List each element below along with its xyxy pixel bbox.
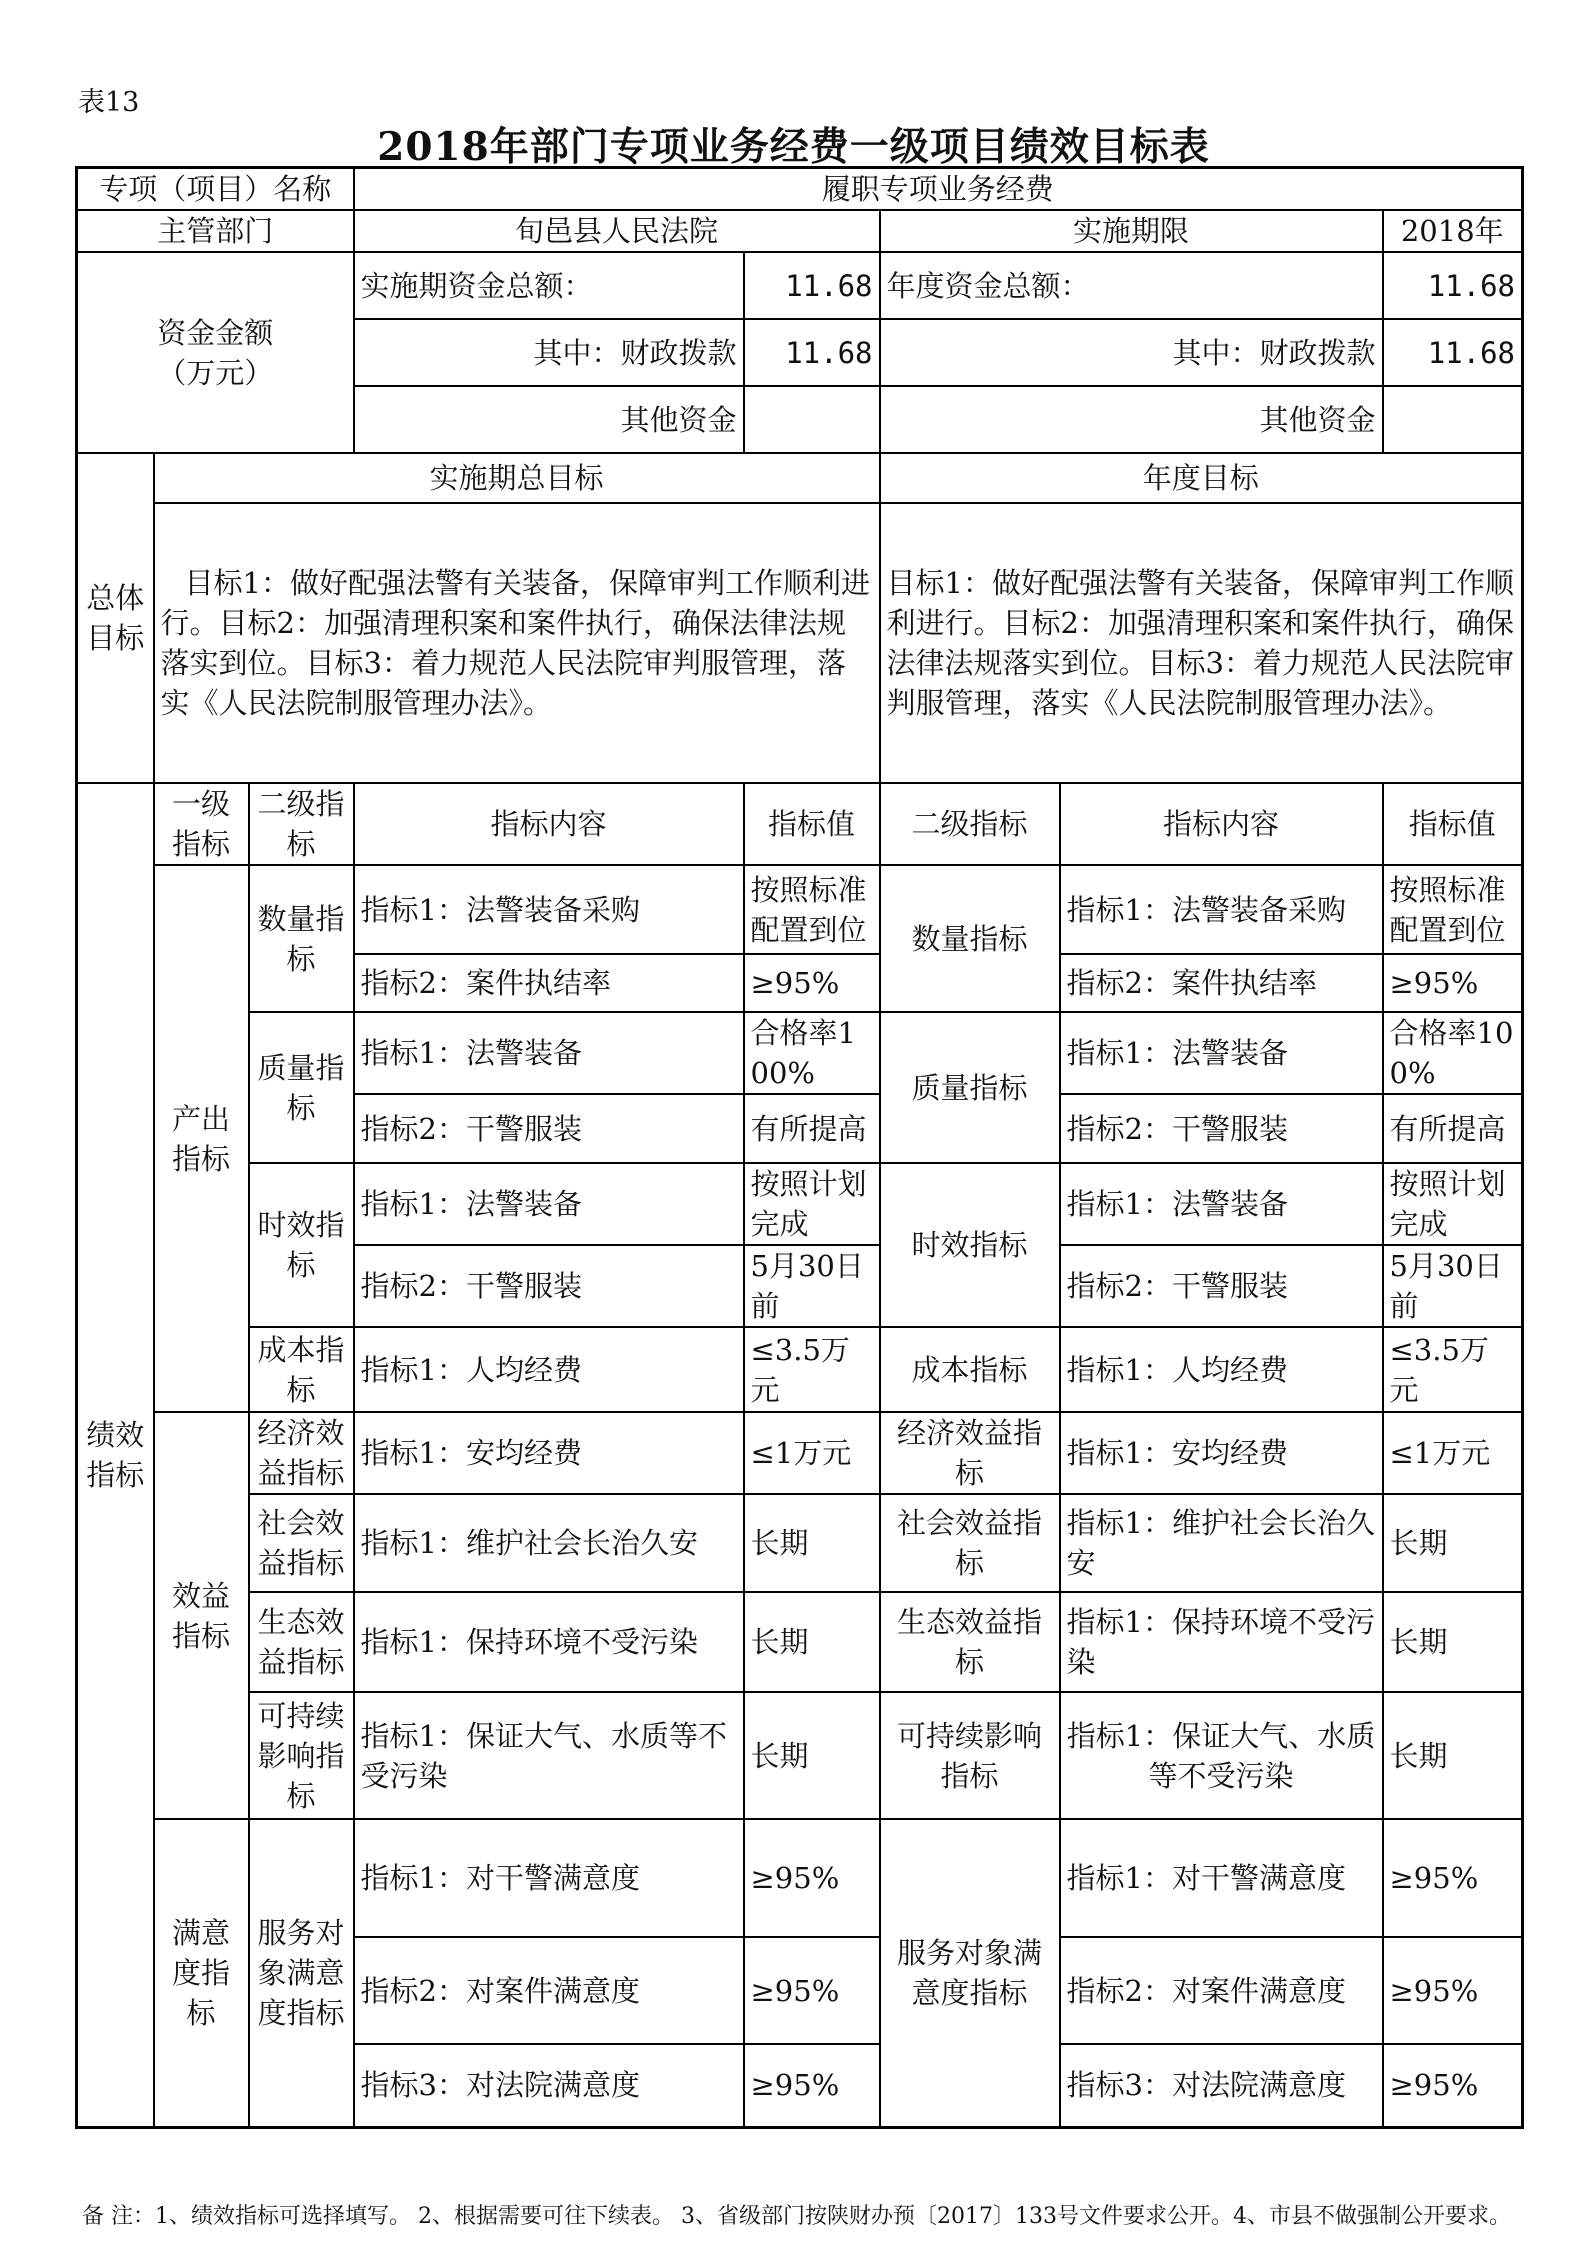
ecological-year-label: 生态效益指标 <box>880 1592 1060 1692</box>
table-cell: 指标2：干警服装 <box>1060 1245 1383 1327</box>
quality-label: 质量指标 <box>249 1012 354 1163</box>
period-value: 2018年 <box>1383 210 1523 252</box>
table-cell: 长期 <box>1383 1692 1523 1819</box>
table-cell: 按照标准配置到位 <box>1383 865 1523 954</box>
table-cell: 指标2：对案件满意度 <box>1060 1937 1383 2044</box>
table-cell: 有所提高 <box>1383 1094 1523 1163</box>
header-content-year: 指标内容 <box>1060 783 1383 865</box>
funds-fiscal-year-label: 其中：财政拨款 <box>880 319 1383 386</box>
table-cell: 指标1：保证大气、水质等不受污染 <box>354 1692 744 1819</box>
table-cell: 合格率100% <box>1383 1012 1523 1094</box>
service-year-label: 服务对象满意度指标 <box>880 1819 1060 2127</box>
table-cell: 合格率100% <box>744 1012 880 1094</box>
table-cell: 指标1：法警装备 <box>354 1163 744 1245</box>
table-cell: 指标1：维护社会长治久安 <box>354 1494 744 1592</box>
table-cell: 指标1：人均经费 <box>354 1327 744 1412</box>
quantity-label: 数量指标 <box>249 865 354 1012</box>
table-cell: ≥95% <box>1383 1819 1523 1937</box>
funds-label-text: 资金金额（万元） <box>157 315 274 390</box>
table-cell: 长期 <box>744 1692 880 1819</box>
table-cell: 指标1：法警装备 <box>1060 1163 1383 1245</box>
table-cell: 指标1：对干警满意度 <box>354 1819 744 1937</box>
header-value: 指标值 <box>744 783 880 865</box>
funds-label <box>77 252 354 453</box>
table-cell: 指标1：法警装备 <box>1060 1012 1383 1094</box>
table-cell: 指标1：安均经费 <box>1060 1412 1383 1494</box>
table-cell: 指标1：对干警满意度 <box>1060 1819 1383 1937</box>
header-value-year: 指标值 <box>1383 783 1523 865</box>
table-cell: 指标1：保证大气、水质等不受污染 <box>1060 1692 1383 1819</box>
funds-fiscal-value: 11.68 <box>744 319 880 386</box>
table-cell: ≥95% <box>1383 1937 1523 2044</box>
funds-year-label: 年度资金总额： <box>880 252 1383 319</box>
table-cell: ≤3.5万元 <box>1383 1327 1523 1412</box>
funds-total-label: 实施期资金总额： <box>354 252 744 319</box>
table-cell: 指标1：保持环境不受污染 <box>1060 1592 1383 1692</box>
table-cell: 指标3：对法院满意度 <box>354 2044 744 2127</box>
funds-year-value: 11.68 <box>1383 252 1523 319</box>
table-cell: ≤1万元 <box>744 1412 880 1494</box>
table-cell: 指标2：对案件满意度 <box>354 1937 744 2044</box>
economic-label: 经济效益指标 <box>249 1412 354 1494</box>
table-cell: 指标1：人均经费 <box>1060 1327 1383 1412</box>
economic-year-label: 经济效益指标 <box>880 1412 1060 1494</box>
sustainable-year-label: 可持续影响指标 <box>880 1692 1060 1819</box>
header-level2: 二级指标 <box>249 783 354 865</box>
dept-label: 主管部门 <box>77 210 354 252</box>
table-cell: 长期 <box>744 1494 880 1592</box>
output-indicators-label: 产出指标 <box>154 865 249 1412</box>
benefit-indicators-label: 效益指标 <box>154 1412 249 1819</box>
header-content: 指标内容 <box>354 783 744 865</box>
funds-fiscal-year-value: 11.68 <box>1383 319 1523 386</box>
table-cell: 指标3：对法院满意度 <box>1060 2044 1383 2127</box>
dept-value: 旬邑县人民法院 <box>354 210 880 252</box>
year-goal-header: 年度目标 <box>880 453 1523 503</box>
table-number: 表13 <box>78 87 140 118</box>
header-level2-year: 二级指标 <box>880 783 1060 865</box>
cost-year-label: 成本指标 <box>880 1327 1060 1412</box>
funds-total-value: 11.68 <box>744 252 880 319</box>
table-cell: ≥95% <box>1383 2044 1523 2127</box>
table-cell: ≥95% <box>744 2044 880 2127</box>
social-label: 社会效益指标 <box>249 1494 354 1592</box>
satisfaction-indicators-label: 满意度指标 <box>154 1819 249 2127</box>
table-cell: 按照计划完成 <box>744 1163 880 1245</box>
table-cell: 5月30日前 <box>744 1245 880 1327</box>
funds-fiscal-label: 其中：财政拨款 <box>354 319 744 386</box>
funds-other-year-value <box>1383 386 1523 453</box>
table-cell: 指标2：案件执结率 <box>354 954 744 1012</box>
table-cell: 长期 <box>1383 1592 1523 1692</box>
timeliness-label: 时效指标 <box>249 1163 354 1327</box>
table-cell: 指标2：案件执结率 <box>1060 954 1383 1012</box>
table-cell: ≥95% <box>744 1937 880 2044</box>
table-cell: 指标1：维护社会长治久安 <box>1060 1494 1383 1592</box>
table-cell: 指标1：安均经费 <box>354 1412 744 1494</box>
cost-label: 成本指标 <box>249 1327 354 1412</box>
quality-year-label: 质量指标 <box>880 1012 1060 1163</box>
table-cell: ≥95% <box>744 954 880 1012</box>
period-label: 实施期限 <box>880 210 1383 252</box>
project-name-label: 专项（项目）名称 <box>77 168 354 211</box>
overall-goals-label: 总体目标 <box>77 453 154 783</box>
table-cell: 指标2：干警服装 <box>354 1245 744 1327</box>
year-goal-text: 目标1：做好配强法警有关装备，保障审判工作顺利进行。目标2：加强清理积案和案件执行，确保法律法规落实到位。目标3：着力规范人民法院审判服管理，落实《人民法院制服管理办法》。 <box>880 503 1523 783</box>
table-cell: 指标2：干警服装 <box>354 1094 744 1163</box>
table-cell: 指标1：法警装备采购 <box>354 865 744 954</box>
table-cell: ≤1万元 <box>1383 1412 1523 1494</box>
footnote: 备 注：1、绩效指标可选择填写。 2、根据需要可往下续表。 3、省级部门按陕财办预〔2017〕133号文件要求公开。4、市县不做强制公开要求。 <box>82 2204 1511 2229</box>
header-level1: 一级指标 <box>154 783 249 865</box>
table-cell: 长期 <box>1383 1494 1523 1592</box>
table-cell: 指标1：法警装备采购 <box>1060 865 1383 954</box>
funds-other-value <box>744 386 880 453</box>
table-cell: 按照计划完成 <box>1383 1163 1523 1245</box>
table-cell: 指标2：干警服装 <box>1060 1094 1383 1163</box>
table-cell: 指标1：保持环境不受污染 <box>354 1592 744 1692</box>
ecological-label: 生态效益指标 <box>249 1592 354 1692</box>
page-title: 2018年部门专项业务经费一级项目绩效目标表 <box>377 124 1210 170</box>
timeliness-year-label: 时效指标 <box>880 1163 1060 1327</box>
performance-target-table <box>75 166 1524 2129</box>
table-cell: 指标1：法警装备 <box>354 1012 744 1094</box>
funds-other-year-label: 其他资金 <box>880 386 1383 453</box>
table-cell: 有所提高 <box>744 1094 880 1163</box>
funds-other-label: 其他资金 <box>354 386 744 453</box>
social-year-label: 社会效益指标 <box>880 1494 1060 1592</box>
table-cell: 长期 <box>744 1592 880 1692</box>
table-cell: 5月30日前 <box>1383 1245 1523 1327</box>
project-name-value: 履职专项业务经费 <box>354 168 1523 211</box>
sustainable-label: 可持续影响指标 <box>249 1692 354 1819</box>
service-label: 服务对象满意度指标 <box>249 1819 354 2127</box>
table-cell: ≥95% <box>1383 954 1523 1012</box>
table-cell: ≤3.5万元 <box>744 1327 880 1412</box>
period-goal-header: 实施期总目标 <box>154 453 880 503</box>
period-goal-text: 目标1：做好配强法警有关装备，保障审判工作顺利进行。目标2：加强清理积案和案件执行，确保法律法规落实到位。目标3：着力规范人民法院审判服管理，落实《人民法院制服管理办法》。 <box>154 503 880 783</box>
quantity-year-label: 数量指标 <box>880 865 1060 1012</box>
table-cell: ≥95% <box>744 1819 880 1937</box>
table-cell: 按照标准配置到位 <box>744 865 880 954</box>
indicators-label: 绩效指标 <box>77 783 154 2127</box>
